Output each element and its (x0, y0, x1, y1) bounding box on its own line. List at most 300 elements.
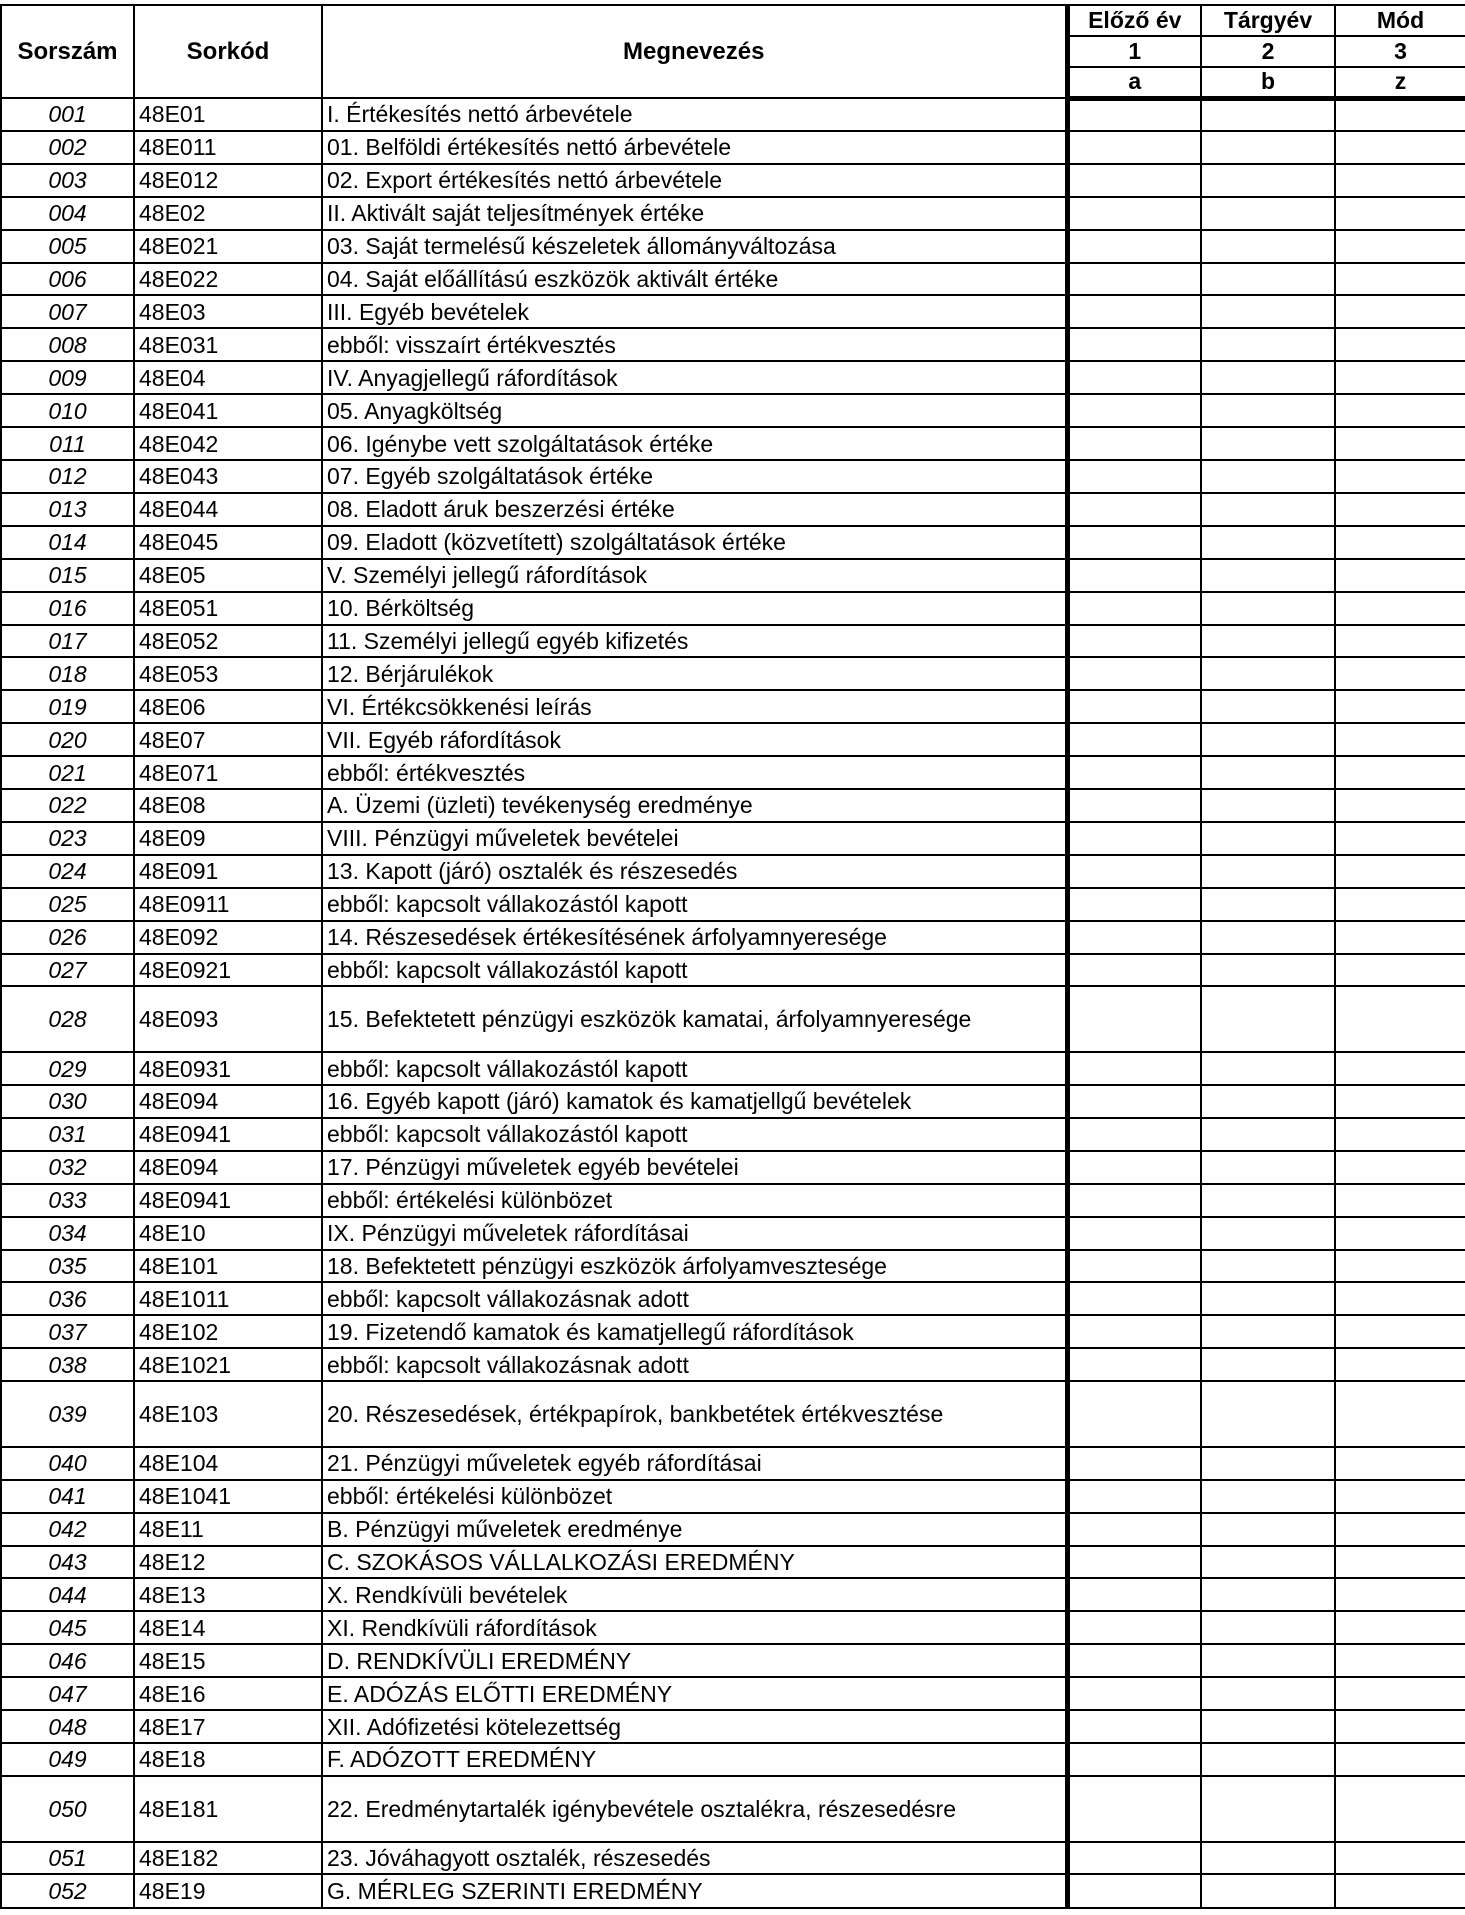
row-number: 045 (1, 1611, 134, 1644)
row-name: 22. Eredménytartalék igénybevétele osztalékra, részesedésre (322, 1776, 1067, 1842)
row-name: 21. Pénzügyi műveletek egyéb ráfordításai (322, 1447, 1067, 1480)
value-cell-previous-year[interactable] (1067, 164, 1201, 197)
table-row (1, 986, 1465, 1052)
value-cell-previous-year[interactable] (1067, 1842, 1201, 1875)
table-row (1, 657, 1465, 690)
value-cell-mode[interactable] (1335, 1381, 1465, 1447)
row-name: 10. Bérköltség (322, 592, 1067, 625)
value-cell-mode[interactable] (1335, 1842, 1465, 1875)
value-cell-mode[interactable] (1335, 1546, 1465, 1579)
table-row (1, 921, 1465, 954)
value-cell-mode[interactable] (1335, 1282, 1465, 1315)
value-cell-mode[interactable] (1335, 1578, 1465, 1611)
value-cell-previous-year[interactable] (1067, 1085, 1201, 1118)
row-number: 029 (1, 1052, 134, 1085)
value-cell-mode[interactable] (1335, 921, 1465, 954)
row-name: D. RENDKÍVÜLI EREDMÉNY (322, 1644, 1067, 1677)
row-code: 48E1041 (134, 1480, 322, 1513)
table-row (1, 98, 1465, 131)
row-name: III. Egyéb bevételek (322, 295, 1067, 328)
table-row (1, 723, 1465, 756)
value-cell-current-year[interactable] (1201, 1710, 1335, 1743)
value-cell-previous-year[interactable] (1067, 526, 1201, 559)
value-cell-current-year[interactable] (1201, 230, 1335, 263)
value-cell-current-year[interactable] (1201, 1776, 1335, 1842)
value-cell-current-year[interactable] (1201, 690, 1335, 723)
row-name: ebből: kapcsolt vállakozástól kapott (322, 954, 1067, 987)
table-row (1, 789, 1465, 822)
row-name: F. ADÓZOTT EREDMÉNY (322, 1743, 1067, 1776)
value-cell-previous-year[interactable] (1067, 263, 1201, 296)
row-code: 48E045 (134, 526, 322, 559)
table-row (1, 1085, 1465, 1118)
row-code: 48E01 (134, 98, 322, 131)
value-cell-mode[interactable] (1335, 789, 1465, 822)
row-code: 48E02 (134, 197, 322, 230)
row-code: 48E051 (134, 592, 322, 625)
value-cell-mode[interactable] (1335, 888, 1465, 921)
value-cell-previous-year[interactable] (1067, 1447, 1201, 1480)
row-code: 48E104 (134, 1447, 322, 1480)
table-row (1, 1611, 1465, 1644)
value-cell-current-year[interactable] (1201, 1217, 1335, 1250)
value-cell-current-year[interactable] (1201, 1513, 1335, 1546)
value-cell-mode[interactable] (1335, 1250, 1465, 1283)
value-cell-previous-year[interactable] (1067, 1184, 1201, 1217)
row-code: 48E012 (134, 164, 322, 197)
value-cell-current-year[interactable] (1201, 394, 1335, 427)
value-cell-previous-year[interactable] (1067, 1250, 1201, 1283)
value-cell-mode[interactable] (1335, 394, 1465, 427)
row-code: 48E13 (134, 1578, 322, 1611)
value-cell-previous-year[interactable] (1067, 921, 1201, 954)
value-cell-current-year[interactable] (1201, 1480, 1335, 1513)
value-cell-mode[interactable] (1335, 954, 1465, 987)
row-code: 48E094 (134, 1151, 322, 1184)
value-cell-previous-year[interactable] (1067, 1151, 1201, 1184)
value-cell-current-year[interactable] (1201, 197, 1335, 230)
row-number: 001 (1, 98, 134, 131)
row-number: 049 (1, 1743, 134, 1776)
value-cell-current-year[interactable] (1201, 361, 1335, 394)
table-row (1, 592, 1465, 625)
table-row (1, 230, 1465, 263)
value-cell-current-year[interactable] (1201, 559, 1335, 592)
row-number: 052 (1, 1874, 134, 1908)
value-cell-previous-year[interactable] (1067, 197, 1201, 230)
value-cell-previous-year[interactable] (1067, 493, 1201, 526)
value-cell-current-year[interactable] (1201, 723, 1335, 756)
value-cell-current-year[interactable] (1201, 625, 1335, 658)
value-cell-current-year[interactable] (1201, 263, 1335, 296)
value-cell-mode[interactable] (1335, 263, 1465, 296)
value-cell-previous-year[interactable] (1067, 954, 1201, 987)
row-code: 48E041 (134, 394, 322, 427)
value-cell-previous-year[interactable] (1067, 888, 1201, 921)
value-cell-current-year[interactable] (1201, 1052, 1335, 1085)
table-row (1, 1513, 1465, 1546)
value-cell-current-year[interactable] (1201, 592, 1335, 625)
value-cell-previous-year[interactable] (1067, 1546, 1201, 1579)
value-cell-mode[interactable] (1335, 493, 1465, 526)
value-cell-mode[interactable] (1335, 855, 1465, 888)
value-cell-mode[interactable] (1335, 295, 1465, 328)
table-row (1, 1217, 1465, 1250)
row-name: B. Pénzügyi műveletek eredménye (322, 1513, 1067, 1546)
row-number: 044 (1, 1578, 134, 1611)
table-row (1, 1250, 1465, 1283)
row-name: I. Értékesítés nettó árbevétele (322, 98, 1067, 131)
table-row (1, 1052, 1465, 1085)
value-cell-mode[interactable] (1335, 328, 1465, 361)
row-name: VI. Értékcsökkenési leírás (322, 690, 1067, 723)
value-cell-current-year[interactable] (1201, 1874, 1335, 1908)
row-number: 003 (1, 164, 134, 197)
value-cell-current-year[interactable] (1201, 1447, 1335, 1480)
value-cell-current-year[interactable] (1201, 1282, 1335, 1315)
row-number: 019 (1, 690, 134, 723)
row-name: ebből: kapcsolt vállakozástól kapott (322, 1118, 1067, 1151)
value-cell-mode[interactable] (1335, 1743, 1465, 1776)
value-cell-mode[interactable] (1335, 1151, 1465, 1184)
value-cell-current-year[interactable] (1201, 328, 1335, 361)
value-cell-current-year[interactable] (1201, 1315, 1335, 1348)
row-code: 48E0931 (134, 1052, 322, 1085)
table-row (1, 1348, 1465, 1381)
value-cell-previous-year[interactable] (1067, 1776, 1201, 1842)
value-cell-previous-year[interactable] (1067, 1217, 1201, 1250)
row-code: 48E18 (134, 1743, 322, 1776)
value-cell-mode[interactable] (1335, 1874, 1465, 1908)
row-number: 030 (1, 1085, 134, 1118)
table-row (1, 888, 1465, 921)
row-name: 15. Befektetett pénzügyi eszközök kamatai, árfolyamnyeresége (322, 986, 1067, 1052)
value-cell-current-year[interactable] (1201, 526, 1335, 559)
value-cell-previous-year[interactable] (1067, 756, 1201, 789)
value-cell-mode[interactable] (1335, 1513, 1465, 1546)
row-code: 48E0941 (134, 1118, 322, 1151)
row-number: 020 (1, 723, 134, 756)
row-code: 48E08 (134, 789, 322, 822)
row-number: 016 (1, 592, 134, 625)
value-cell-mode[interactable] (1335, 756, 1465, 789)
value-cell-current-year[interactable] (1201, 1743, 1335, 1776)
table-row (1, 328, 1465, 361)
value-cell-current-year[interactable] (1201, 855, 1335, 888)
row-code: 48E14 (134, 1611, 322, 1644)
value-cell-current-year[interactable] (1201, 1151, 1335, 1184)
table-row (1, 1710, 1465, 1743)
value-cell-previous-year[interactable] (1067, 855, 1201, 888)
row-number: 011 (1, 427, 134, 460)
value-cell-previous-year[interactable] (1067, 230, 1201, 263)
row-name: 01. Belföldi értékesítés nettó árbevétele (322, 131, 1067, 164)
value-cell-current-year[interactable] (1201, 888, 1335, 921)
table-row (1, 1578, 1465, 1611)
table-row (1, 394, 1465, 427)
value-cell-mode[interactable] (1335, 1315, 1465, 1348)
table-row (1, 1776, 1465, 1842)
row-code: 48E094 (134, 1085, 322, 1118)
row-number: 039 (1, 1381, 134, 1447)
row-code: 48E042 (134, 427, 322, 460)
table-row (1, 822, 1465, 855)
row-code: 48E05 (134, 559, 322, 592)
value-cell-previous-year[interactable] (1067, 98, 1201, 131)
value-cell-mode[interactable] (1335, 1052, 1465, 1085)
value-cell-current-year[interactable] (1201, 954, 1335, 987)
table-row (1, 1842, 1465, 1875)
value-cell-previous-year[interactable] (1067, 1052, 1201, 1085)
value-cell-mode[interactable] (1335, 1776, 1465, 1842)
value-cell-previous-year[interactable] (1067, 789, 1201, 822)
row-number: 025 (1, 888, 134, 921)
value-cell-mode[interactable] (1335, 690, 1465, 723)
row-number: 017 (1, 625, 134, 658)
table-row (1, 1151, 1465, 1184)
header-col2-letter: b (1201, 67, 1335, 98)
row-code: 48E0911 (134, 888, 322, 921)
row-number: 007 (1, 295, 134, 328)
value-cell-previous-year[interactable] (1067, 460, 1201, 493)
table-row (1, 690, 1465, 723)
value-cell-current-year[interactable] (1201, 1085, 1335, 1118)
value-cell-current-year[interactable] (1201, 1184, 1335, 1217)
value-cell-previous-year[interactable] (1067, 1315, 1201, 1348)
value-cell-mode[interactable] (1335, 197, 1465, 230)
row-code: 48E1021 (134, 1348, 322, 1381)
value-cell-current-year[interactable] (1201, 427, 1335, 460)
value-cell-mode[interactable] (1335, 131, 1465, 164)
value-cell-previous-year[interactable] (1067, 427, 1201, 460)
value-cell-current-year[interactable] (1201, 1677, 1335, 1710)
row-number: 051 (1, 1842, 134, 1875)
value-cell-current-year[interactable] (1201, 1578, 1335, 1611)
value-cell-previous-year[interactable] (1067, 1874, 1201, 1908)
row-name: 04. Saját előállítású eszközök aktivált értéke (322, 263, 1067, 296)
table-row (1, 1874, 1465, 1908)
row-number: 028 (1, 986, 134, 1052)
row-number: 042 (1, 1513, 134, 1546)
value-cell-current-year[interactable] (1201, 921, 1335, 954)
table-row (1, 493, 1465, 526)
table-row (1, 855, 1465, 888)
value-cell-mode[interactable] (1335, 1644, 1465, 1677)
table-row (1, 295, 1465, 328)
value-cell-current-year[interactable] (1201, 1611, 1335, 1644)
value-cell-previous-year[interactable] (1067, 1743, 1201, 1776)
row-name: C. SZOKÁSOS VÁLLALKOZÁSI EREDMÉNY (322, 1546, 1067, 1579)
value-cell-previous-year[interactable] (1067, 822, 1201, 855)
value-cell-mode[interactable] (1335, 1710, 1465, 1743)
value-cell-mode[interactable] (1335, 1118, 1465, 1151)
row-code: 48E103 (134, 1381, 322, 1447)
value-cell-mode[interactable] (1335, 1480, 1465, 1513)
value-cell-current-year[interactable] (1201, 1842, 1335, 1875)
value-cell-mode[interactable] (1335, 1611, 1465, 1644)
header-col1-letter: a (1067, 67, 1201, 98)
row-code: 48E011 (134, 131, 322, 164)
header-sorkod: Sorkód (134, 5, 322, 98)
value-cell-current-year[interactable] (1201, 1118, 1335, 1151)
row-code: 48E071 (134, 756, 322, 789)
value-cell-mode[interactable] (1335, 592, 1465, 625)
value-cell-previous-year[interactable] (1067, 295, 1201, 328)
value-cell-current-year[interactable] (1201, 1348, 1335, 1381)
value-cell-mode[interactable] (1335, 723, 1465, 756)
value-cell-current-year[interactable] (1201, 986, 1335, 1052)
value-cell-mode[interactable] (1335, 230, 1465, 263)
value-cell-mode[interactable] (1335, 657, 1465, 690)
value-cell-mode[interactable] (1335, 986, 1465, 1052)
value-cell-previous-year[interactable] (1067, 723, 1201, 756)
table-row (1, 131, 1465, 164)
header-col1-number: 1 (1067, 36, 1201, 67)
value-cell-current-year[interactable] (1201, 1546, 1335, 1579)
value-cell-mode[interactable] (1335, 1447, 1465, 1480)
table-row (1, 625, 1465, 658)
table-row (1, 1644, 1465, 1677)
value-cell-previous-year[interactable] (1067, 690, 1201, 723)
value-cell-previous-year[interactable] (1067, 1480, 1201, 1513)
table-row (1, 263, 1465, 296)
row-code: 48E044 (134, 493, 322, 526)
value-cell-mode[interactable] (1335, 164, 1465, 197)
value-cell-mode[interactable] (1335, 1217, 1465, 1250)
row-number: 050 (1, 1776, 134, 1842)
table-row (1, 1282, 1465, 1315)
table-row (1, 756, 1465, 789)
row-code: 48E07 (134, 723, 322, 756)
value-cell-current-year[interactable] (1201, 164, 1335, 197)
table-row (1, 1184, 1465, 1217)
row-number: 002 (1, 131, 134, 164)
value-cell-current-year[interactable] (1201, 789, 1335, 822)
row-name: 23. Jóváhagyott osztalék, részesedés (322, 1842, 1067, 1875)
value-cell-current-year[interactable] (1201, 657, 1335, 690)
value-cell-current-year[interactable] (1201, 131, 1335, 164)
row-code: 48E17 (134, 1710, 322, 1743)
value-cell-previous-year[interactable] (1067, 1677, 1201, 1710)
row-name: VII. Egyéb ráfordítások (322, 723, 1067, 756)
value-cell-mode[interactable] (1335, 361, 1465, 394)
header-col1-title: Előző év (1067, 5, 1201, 36)
row-name: ebből: értékvesztés (322, 756, 1067, 789)
value-cell-mode[interactable] (1335, 98, 1465, 131)
row-number: 008 (1, 328, 134, 361)
value-cell-previous-year[interactable] (1067, 657, 1201, 690)
row-number: 048 (1, 1710, 134, 1743)
row-name: VIII. Pénzügyi műveletek bevételei (322, 822, 1067, 855)
value-cell-previous-year[interactable] (1067, 394, 1201, 427)
row-name: 20. Részesedések, értékpapírok, bankbetétek értékvesztése (322, 1381, 1067, 1447)
row-number: 040 (1, 1447, 134, 1480)
value-cell-mode[interactable] (1335, 1348, 1465, 1381)
row-name: 19. Fizetendő kamatok és kamatjellegű ráfordítások (322, 1315, 1067, 1348)
table-row (1, 1315, 1465, 1348)
value-cell-previous-year[interactable] (1067, 1710, 1201, 1743)
row-name: 03. Saját termelésű készeletek állományváltozása (322, 230, 1067, 263)
row-number: 031 (1, 1118, 134, 1151)
value-cell-mode[interactable] (1335, 460, 1465, 493)
value-cell-current-year[interactable] (1201, 295, 1335, 328)
value-cell-current-year[interactable] (1201, 493, 1335, 526)
value-cell-mode[interactable] (1335, 427, 1465, 460)
table-row (1, 1447, 1465, 1480)
value-cell-mode[interactable] (1335, 1085, 1465, 1118)
value-cell-previous-year[interactable] (1067, 1118, 1201, 1151)
value-cell-current-year[interactable] (1201, 822, 1335, 855)
row-code: 48E022 (134, 263, 322, 296)
row-code: 48E092 (134, 921, 322, 954)
row-name: 05. Anyagköltség (322, 394, 1067, 427)
row-name: V. Személyi jellegű ráfordítások (322, 559, 1067, 592)
value-cell-mode[interactable] (1335, 559, 1465, 592)
income-statement-table (0, 4, 1465, 1909)
value-cell-mode[interactable] (1335, 526, 1465, 559)
row-number: 026 (1, 921, 134, 954)
value-cell-current-year[interactable] (1201, 98, 1335, 131)
value-cell-current-year[interactable] (1201, 460, 1335, 493)
row-name: 02. Export értékesítés nettó árbevétele (322, 164, 1067, 197)
header-col3-number: 3 (1335, 36, 1465, 67)
value-cell-mode[interactable] (1335, 822, 1465, 855)
value-cell-previous-year[interactable] (1067, 361, 1201, 394)
row-name: 12. Bérjárulékok (322, 657, 1067, 690)
row-code: 48E15 (134, 1644, 322, 1677)
value-cell-current-year[interactable] (1201, 1381, 1335, 1447)
table-row (1, 460, 1465, 493)
value-cell-current-year[interactable] (1201, 756, 1335, 789)
header-megnevezes: Megnevezés (322, 5, 1067, 98)
value-cell-previous-year[interactable] (1067, 1381, 1201, 1447)
value-cell-previous-year[interactable] (1067, 1578, 1201, 1611)
row-name: ebből: értékelési különbözet (322, 1184, 1067, 1217)
row-name: X. Rendkívüli bevételek (322, 1578, 1067, 1611)
value-cell-previous-year[interactable] (1067, 986, 1201, 1052)
value-cell-mode[interactable] (1335, 1184, 1465, 1217)
value-cell-current-year[interactable] (1201, 1644, 1335, 1677)
value-cell-mode[interactable] (1335, 625, 1465, 658)
row-name: XII. Adófizetési kötelezettség (322, 1710, 1067, 1743)
row-name: A. Üzemi (üzleti) tevékenység eredménye (322, 789, 1067, 822)
value-cell-previous-year[interactable] (1067, 328, 1201, 361)
row-code: 48E11 (134, 1513, 322, 1546)
table-row (1, 1743, 1465, 1776)
row-name: ebből: kapcsolt vállakozásnak adott (322, 1348, 1067, 1381)
row-number: 006 (1, 263, 134, 296)
row-name: ebből: értékelési különbözet (322, 1480, 1067, 1513)
value-cell-previous-year[interactable] (1067, 559, 1201, 592)
value-cell-previous-year[interactable] (1067, 1348, 1201, 1381)
row-name: 17. Pénzügyi műveletek egyéb bevételei (322, 1151, 1067, 1184)
row-number: 013 (1, 493, 134, 526)
row-number: 036 (1, 1282, 134, 1315)
table-row (1, 1480, 1465, 1513)
value-cell-previous-year[interactable] (1067, 1513, 1201, 1546)
row-name: 13. Kapott (járó) osztalék és részesedés (322, 855, 1067, 888)
value-cell-previous-year[interactable] (1067, 1282, 1201, 1315)
row-number: 047 (1, 1677, 134, 1710)
value-cell-previous-year[interactable] (1067, 592, 1201, 625)
value-cell-previous-year[interactable] (1067, 131, 1201, 164)
table-row (1, 361, 1465, 394)
value-cell-previous-year[interactable] (1067, 1644, 1201, 1677)
value-cell-previous-year[interactable] (1067, 625, 1201, 658)
value-cell-previous-year[interactable] (1067, 1611, 1201, 1644)
value-cell-mode[interactable] (1335, 1677, 1465, 1710)
value-cell-current-year[interactable] (1201, 1250, 1335, 1283)
